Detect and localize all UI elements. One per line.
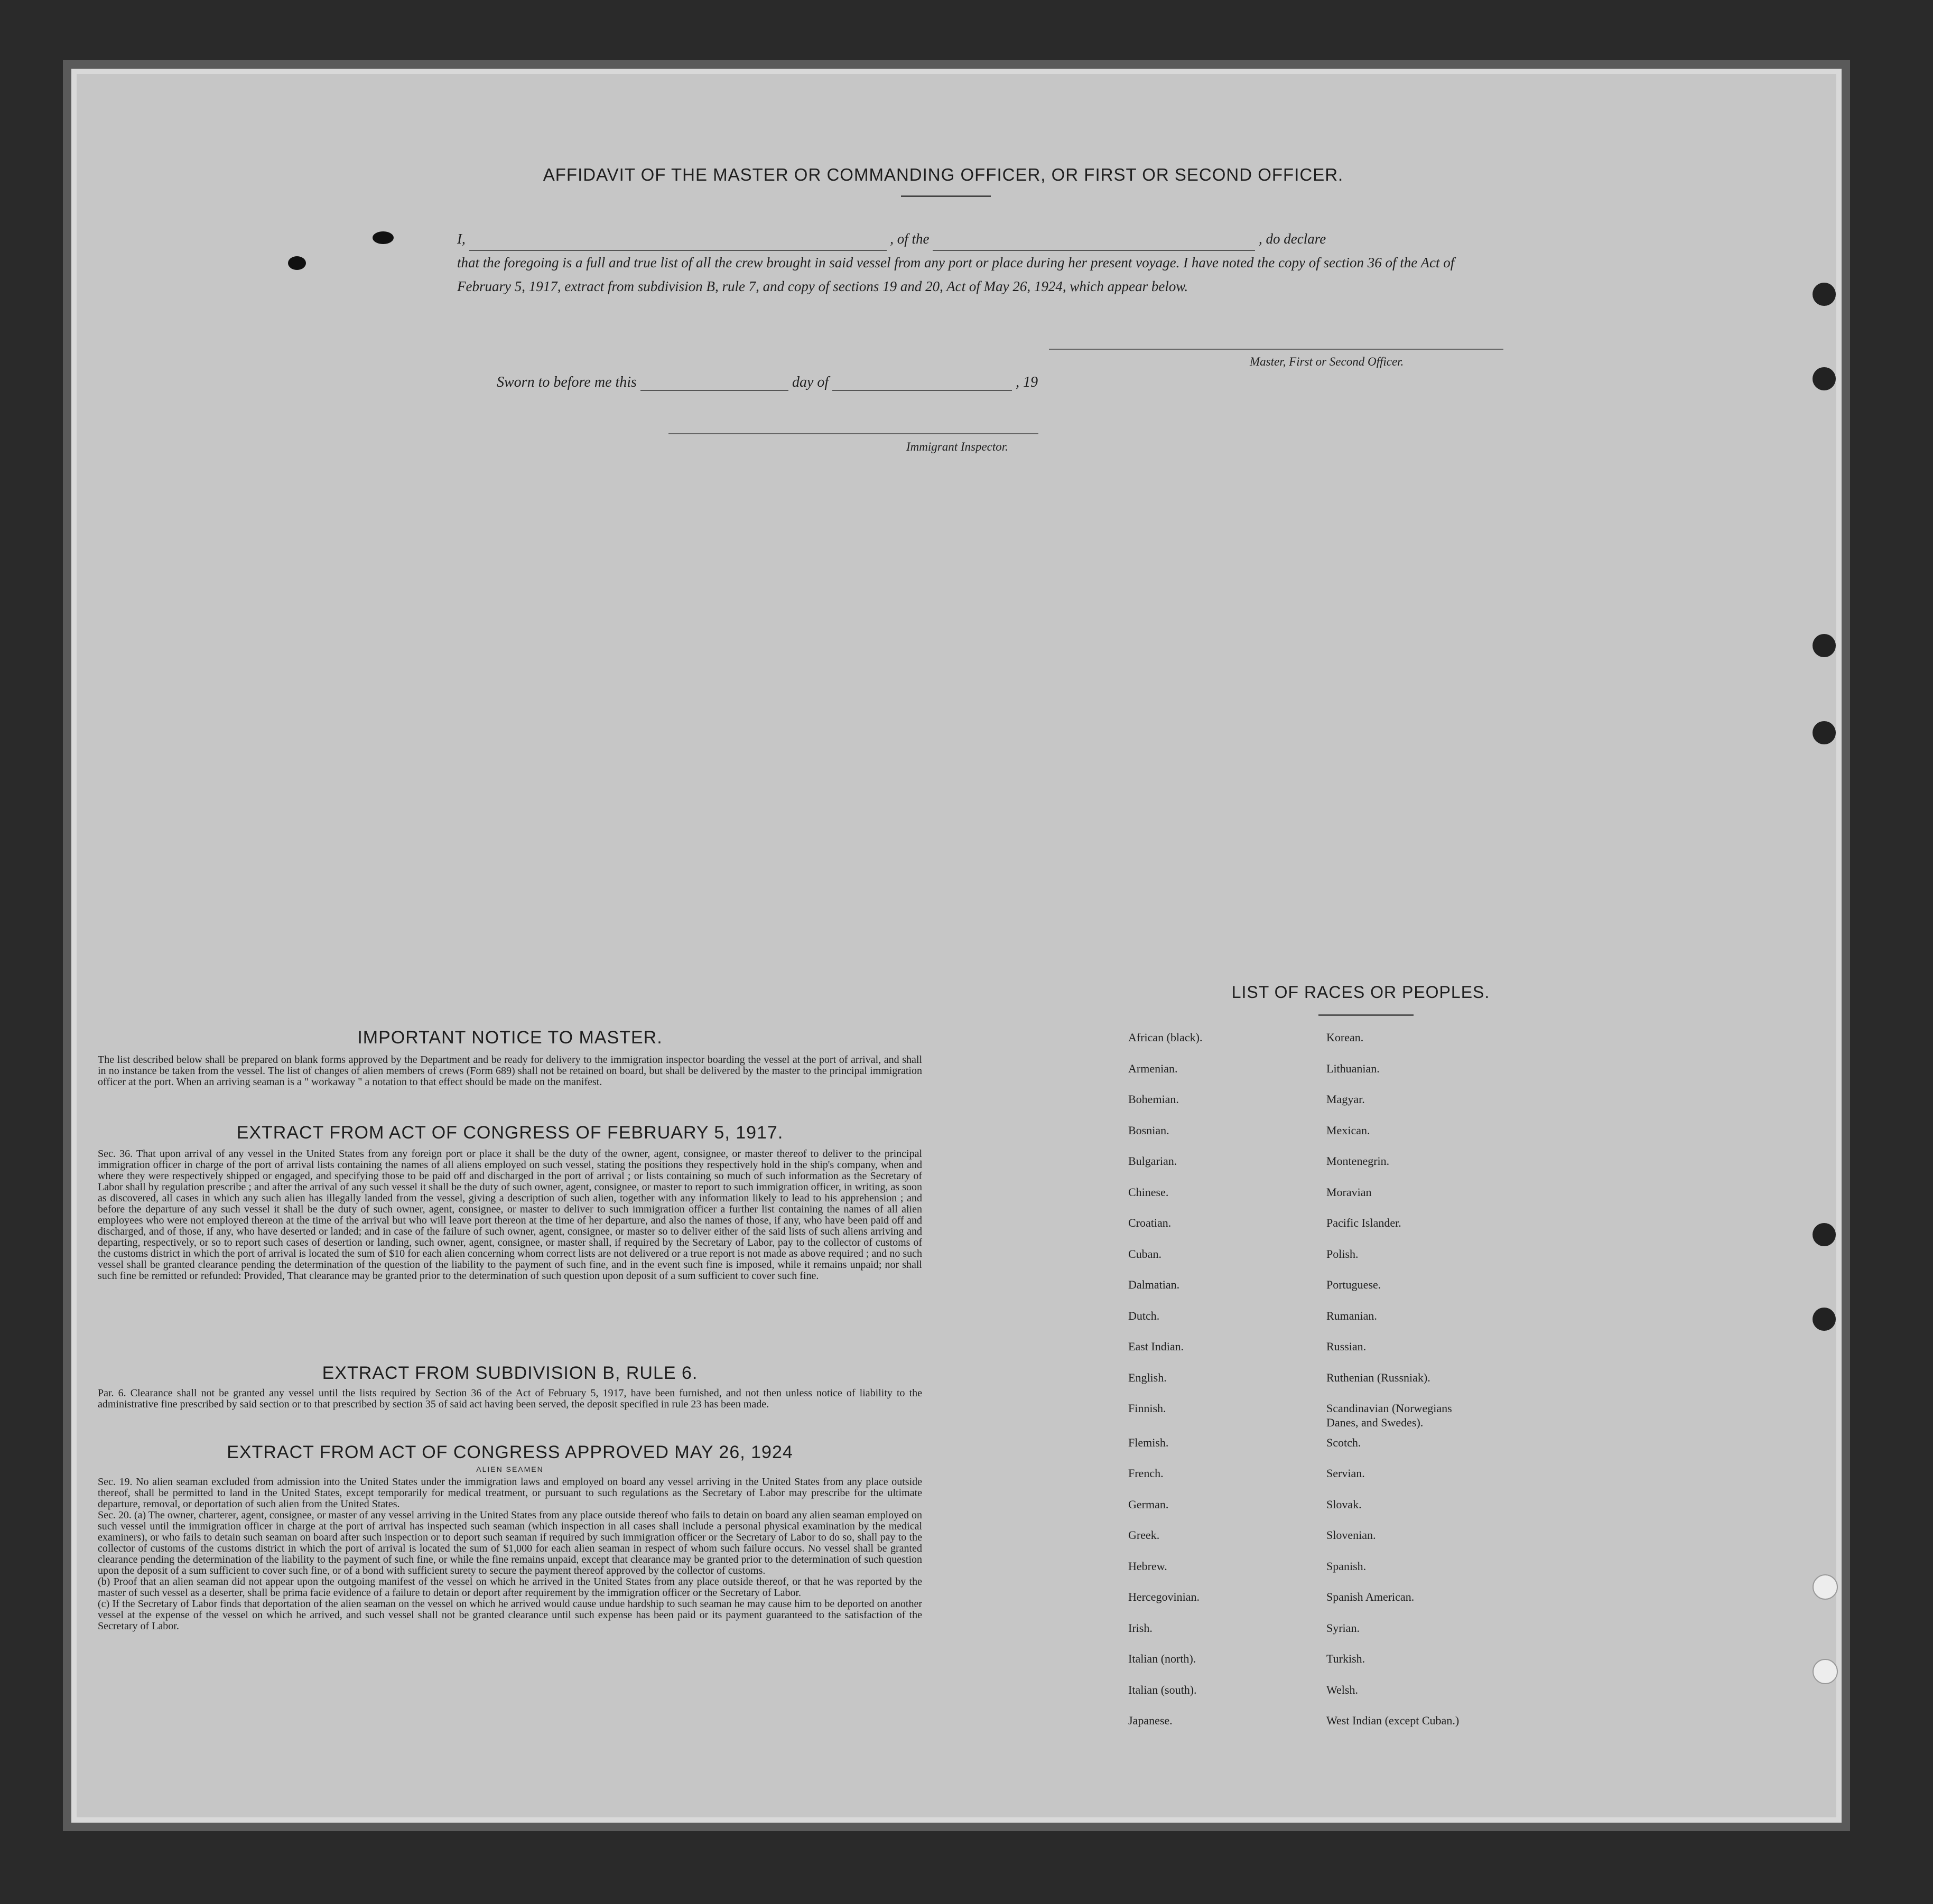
extract-1917-title: EXTRACT FROM ACT OF CONGRESS OF FEBRUARY 5, 1917. <box>236 1123 784 1143</box>
race-item: East Indian. <box>1128 1340 1184 1353</box>
sworn-line <box>497 374 1038 391</box>
master-signature-line[interactable] <box>1049 349 1503 350</box>
race-item: Chinese. <box>1128 1185 1169 1199</box>
race-item: Japanese. <box>1128 1714 1173 1727</box>
extract-1924-subtitle: ALIEN SEAMEN <box>476 1465 544 1473</box>
notice-title: IMPORTANT NOTICE TO MASTER. <box>357 1028 663 1048</box>
race-item: Scotch. <box>1326 1435 1361 1449</box>
vessel-blank[interactable] <box>933 238 1255 251</box>
race-item: Finnish. <box>1128 1402 1166 1415</box>
race-item: Dalmatian. <box>1128 1278 1180 1291</box>
affidavit-statement <box>457 227 1472 298</box>
master-signature-label: Master, First or Second Officer. <box>1250 355 1404 368</box>
race-item: Greek. <box>1128 1528 1160 1542</box>
race-item: Rumanian. <box>1326 1309 1377 1322</box>
binder-hole-icon <box>1813 1308 1836 1331</box>
race-item: Italian (south). <box>1128 1683 1197 1696</box>
race-item: French. <box>1128 1467 1164 1480</box>
title-rule <box>901 195 991 197</box>
race-item: Dutch. <box>1128 1309 1160 1322</box>
extract-rule-section <box>98 1363 922 1410</box>
race-item: Slovak. <box>1326 1497 1362 1511</box>
race-item: Lithuanian. <box>1326 1061 1380 1075</box>
sec20b-text: (b) Proof that an alien seaman did not appear upon the outgoing manifest of the vessel on which he arrived in the United States from any place outside thereof, or that he was reported by the master of such vessel as a deserter, shall be prima facie evidence of a failure to detain or deport after requirement by the immigration officer or the Secretary of Labor. <box>98 1576 922 1599</box>
binder-hole-icon <box>1813 1574 1838 1600</box>
race-item: Bohemian. <box>1128 1093 1179 1106</box>
binder-hole-icon <box>1813 1659 1838 1684</box>
inspector-signature-line[interactable] <box>668 433 1038 434</box>
binder-hole-icon <box>1813 1223 1836 1246</box>
binder-hole-icon <box>1813 721 1836 744</box>
affidavit-title: AFFIDAVIT OF THE MASTER OR COMMANDING OFFICER, OR FIRST OR SECOND OFFICER. <box>543 165 1344 184</box>
extract-rule-text: Par. 6. Clearance shall not be granted any vessel until the lists required by Section 36 of the Act of February 5, 1917, have been furnished, and not then unless notice of liability to the administrative fine prescribed by said section or to that prescribed by section 35 of said act having been served, the deposit specified in rule 23 has been made. <box>98 1387 922 1410</box>
day-of-label: day of <box>792 374 829 390</box>
race-item: Flemish. <box>1128 1435 1169 1449</box>
race-item: Pacific Islander. <box>1326 1216 1401 1229</box>
extract-1917-section <box>98 1123 922 1282</box>
affidavit-body-text: that the foregoing is a full and true list of all the crew brought in said vessel from any port or place during her present voyage. I have noted the copy of section 36 of the Act of February 5, 1917, extract from subdivision B, rule 7, and copy of sections 19 and 20, Act of May 26, 1924, which appear below. <box>457 255 1455 294</box>
race-item: Bosnian. <box>1128 1123 1169 1137</box>
race-item: Welsh. <box>1326 1683 1358 1696</box>
race-item: Hebrew. <box>1128 1559 1167 1573</box>
race-item: Turkish. <box>1326 1652 1365 1665</box>
notice-text: The list described below shall be prepared on blank forms approved by the Department and be ready for delivery to the immigration inspector boarding the vessel at the port of arrival, and shall in no instance be taken from the vessel. The list of changes of alien members of crews (Form 689) shall not be retained on board, but shall be delivered by the master to the principal immigration officer at the port. When an arriving seaman is a " workaway " a notation to that effect should be made on the manifest. <box>98 1054 922 1088</box>
binder-hole-icon <box>1813 634 1836 657</box>
binder-hole-icon <box>1813 367 1836 390</box>
race-item: Spanish. <box>1326 1559 1367 1573</box>
race-item: Armenian. <box>1128 1061 1178 1075</box>
race-item: Montenegrin. <box>1326 1154 1390 1168</box>
race-item: Moravian <box>1326 1185 1372 1199</box>
race-item: Syrian. <box>1326 1621 1360 1635</box>
sworn-month-blank[interactable] <box>832 378 1012 391</box>
binder-hole-icon <box>1813 283 1836 306</box>
race-item: Spanish American. <box>1326 1590 1415 1603</box>
affidavit-declaration-line <box>457 227 1472 251</box>
notice-section <box>98 1028 922 1088</box>
sworn-label: Sworn to before me this <box>497 374 637 390</box>
ink-blot-icon <box>288 256 306 270</box>
extract-1924-title: EXTRACT FROM ACT OF CONGRESS APPROVED MAY 26, 1924 <box>227 1442 793 1462</box>
year-label: , 19 <box>1016 374 1038 390</box>
race-item: Magyar. <box>1326 1093 1365 1106</box>
sworn-day-blank[interactable] <box>640 378 788 391</box>
affidavit-of-the-label: , of the <box>890 231 930 247</box>
extract-1917-text: Sec. 36. That upon arrival of any vessel in the United States from any foreign port or place it shall be the duty of the owner, agent, consignee, or master thereof to deliver to the principal immigration officer in charge of the port of arrival lists containing the names of all aliens employed on such vessel, stating the positions they respectively hold in the ship's company, when and where they were respectively shipped or engaged, and specifying those to be paid off and discharged in the port of arrival ; or lists containing so much of such information as the Secretary of Labor shall by regulation prescribe ; and after the arrival of any such vessel it shall be the duty of such owner, agent, consignee, or master to report to such immigration officer, in writing, as soon as discovered, all cases in which any such alien has illegally landed from the vessel, giving a description of such alien, together with any information likely to lead to his apprehension ; and before the departure of any such vessel it shall be the duty of such owner, agent, consignee, or master to deliver to such immigration officer a further list containing the names of all alien employees who were not employed thereon at the time of the arrival but who will leave port thereon at the time of her departure, and also the names of those, if any, who have been paid off and discharged, and of those, if any, who have deserted or landed; and in case of the failure of such owner, agent, consignee, or master so to deliver either of the said lists of such aliens arriving and departing, respectively, or so to report such cases of desertion or landing, such owner, agent, consignee, or master shall, if required by the Secretary of Labor, pay to the collector of customs of the customs district in which the port of arrival is located the sum of $10 for each alien concerning whom correct lists are not delivered or a true report is not made as above required ; and no such vessel shall be granted clearance pending the determination of the question of the liability to the payment of such fine, and in the event such fine is imposed, while it remains unpaid; nor shall such fine be remitted or refunded: Provided, That clearance may be granted prior to the determination of such question upon deposit of a sum sufficient to cover such fine. <box>98 1148 922 1282</box>
race-item: Hercegovinian. <box>1128 1590 1200 1603</box>
race-item: Croatian. <box>1128 1216 1172 1229</box>
race-item: Italian (north). <box>1128 1652 1196 1665</box>
race-item: African (black). <box>1128 1031 1203 1044</box>
name-blank[interactable] <box>469 238 887 251</box>
race-item: West Indian (except Cuban.) <box>1326 1714 1460 1727</box>
sec19-text: Sec. 19. No alien seaman excluded from admission into the United States under the immigration laws and employed on board any vessel arriving in the United States from any place outside thereof, shall be permitted to land in the United States, except temporarily for medical treatment, or pursuant to such regulations as the Secretary of Labor may prescribe for the ultimate departure, removal, or deportation of such alien from the United States. <box>98 1476 922 1510</box>
race-item: Cuban. <box>1128 1247 1161 1261</box>
race-item: Bulgarian. <box>1128 1154 1177 1168</box>
race-item: Portuguese. <box>1326 1278 1381 1291</box>
sec20c-text: (c) If the Secretary of Labor finds that deportation of the alien seaman on the vessel on which he arrived would cause undue hardship to such seaman he may cause him to be deported on another vessel at the expense of the vessel on which he arrived, and such vessel shall not be granted clearance until such expense has been paid or its payment guaranteed to the satisfaction of the Secretary of Labor. <box>98 1598 922 1632</box>
race-item: Russian. <box>1326 1340 1367 1353</box>
race-item: Mexican. <box>1326 1123 1370 1137</box>
affidavit-i-label: I, <box>457 231 466 247</box>
race-item: Slovenian. <box>1326 1528 1376 1542</box>
extract-rule-title: EXTRACT FROM SUBDIVISION B, RULE 6. <box>322 1363 698 1383</box>
race-item: Scandinavian (Norwegians Danes, and Swedes). <box>1326 1402 1452 1429</box>
race-item: Polish. <box>1326 1247 1359 1261</box>
ink-blot-icon <box>373 231 394 244</box>
race-item: Servian. <box>1326 1467 1365 1480</box>
form-page <box>77 74 1836 1817</box>
inspector-label: Immigrant Inspector. <box>906 440 1008 453</box>
affidavit-declare-label: , do declare <box>1259 231 1326 247</box>
race-item: Korean. <box>1326 1031 1364 1044</box>
race-item: German. <box>1128 1497 1169 1511</box>
race-item: English. <box>1128 1370 1167 1384</box>
sec20a-text: Sec. 20. (a) The owner, charterer, agent, consignee, or master of any vessel arriving in the United States from any place outside thereof who fails to detain on board any alien seaman employed on such vessel until the immigration officer in charge at the port of arrival has inspected such seaman (which inspection in all cases shall include a personal physical examination by the medical examiners), or who fails to detain such seaman on board after such inspection or to deport such seaman if required by such immigration officer or the Secretary of Labor to do so, shall pay to the collector of customs of the customs district in which the port of arrival is located the sum of $1,000 for each alien seaman in respect of whom such failure occurs. No vessel shall be granted clearance pending the determination of the liability to the payment of such fine, or while the fine remains unpaid, except that clearance may be granted prior to the determination of such question upon the deposit of a sum sufficient to cover such fine, or of a bond with sufficient surety to secure the payment thereof approved by the collector of customs. <box>98 1509 922 1576</box>
races-rule <box>1318 1014 1414 1016</box>
race-item: Ruthenian (Russniak). <box>1326 1370 1430 1384</box>
races-title: LIST OF RACES OR PEOPLES. <box>1231 983 1490 1002</box>
race-item: Irish. <box>1128 1621 1153 1635</box>
extract-1924-section <box>98 1442 922 1632</box>
